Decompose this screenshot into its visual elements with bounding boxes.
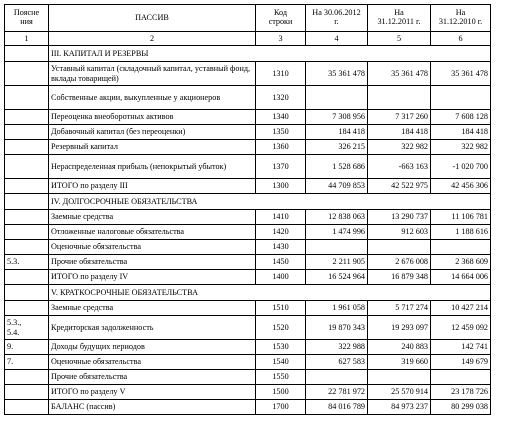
header-period-3-text: На 31.12.2010 г. (438, 8, 483, 26)
value-period-1: 1 474 996 (306, 225, 368, 240)
value-period-3 (431, 370, 491, 385)
note-cell (5, 125, 49, 140)
section-heading-row (5, 194, 491, 210)
value-period-3: 2 368 609 (431, 255, 491, 270)
note-cell (5, 400, 49, 415)
line-item-label: Уставный капитал (складочный капитал, уставный фонд, вклады товарищей) (49, 62, 256, 86)
line-item-label: Нераспределенная прибыль (непокрытый убыток) (49, 155, 256, 179)
value-period-1: 326 215 (306, 140, 368, 155)
value-period-3: 12 459 092 (431, 316, 491, 340)
header-code-text: Код строки (268, 8, 293, 26)
value-period-3 (431, 86, 491, 110)
line-item-label: Прочие обязательства (49, 370, 256, 385)
line-item-label: Переоценка внеоборотных активов (49, 110, 256, 125)
table-row (5, 270, 491, 285)
value-period-3: 23 178 726 (431, 385, 491, 400)
note-cell (5, 140, 49, 155)
line-item-label: Добавочный капитал (без переоценки) (49, 125, 256, 140)
value-period-2 (368, 240, 431, 255)
note-cell (5, 194, 49, 210)
line-code: 1400 (256, 270, 306, 285)
line-code: 1300 (256, 179, 306, 194)
value-period-2: 19 293 097 (368, 316, 431, 340)
line-code: 1550 (256, 370, 306, 385)
table-row (5, 301, 491, 316)
line-item-label: Кредиторская задолженность (49, 316, 256, 340)
value-period-3: 35 361 478 (431, 62, 491, 86)
value-period-2: 319 660 (368, 355, 431, 370)
value-period-3: 42 456 306 (431, 179, 491, 194)
note-cell: 7. (5, 355, 49, 370)
value-period-1 (306, 370, 368, 385)
value-period-2: 42 522 975 (368, 179, 431, 194)
line-code: 1410 (256, 210, 306, 225)
table-row (5, 355, 491, 370)
value-period-1: 22 781 972 (306, 385, 368, 400)
note-cell (5, 270, 49, 285)
note-cell (5, 385, 49, 400)
table-row (5, 86, 491, 110)
header-period-2-text: На 31.12.2011 г. (377, 8, 421, 26)
value-period-1: 2 211 905 (306, 255, 368, 270)
note-cell (5, 285, 49, 301)
value-period-3: 10 427 214 (431, 301, 491, 316)
table-row (5, 385, 491, 400)
value-period-2: 25 570 914 (368, 385, 431, 400)
table-row (5, 179, 491, 194)
value-period-1: 16 524 964 (306, 270, 368, 285)
value-period-2: 13 290 737 (368, 210, 431, 225)
table-row (5, 225, 491, 240)
note-cell: 5.3., 5.4. (5, 316, 49, 340)
table-row (5, 110, 491, 125)
value-period-2: 240 883 (368, 340, 431, 355)
note-cell (5, 225, 49, 240)
section-heading: III. КАПИТАЛ И РЕЗЕРВЫ (49, 46, 491, 62)
value-period-2: 16 879 348 (368, 270, 431, 285)
line-code: 1430 (256, 240, 306, 255)
line-code: 1530 (256, 340, 306, 355)
header-code (256, 5, 306, 32)
column-index: 1 (5, 32, 49, 46)
note-cell (5, 62, 49, 86)
line-code: 1520 (256, 316, 306, 340)
line-item-label: БАЛАНС (пассив) (49, 400, 256, 415)
table-row (5, 62, 491, 86)
value-period-1: 12 838 063 (306, 210, 368, 225)
line-item-label: Прочие обязательства (49, 255, 256, 270)
section-heading: IV. ДОЛГОСРОЧНЫЕ ОБЯЗАТЕЛЬСТВА (49, 194, 491, 210)
table-row (5, 140, 491, 155)
value-period-3: 7 608 128 (431, 110, 491, 125)
header-period-3 (431, 5, 491, 32)
line-item-label: Доходы будущих периодов (49, 340, 256, 355)
value-period-1: 35 361 478 (306, 62, 368, 86)
value-period-2: 84 973 237 (368, 400, 431, 415)
value-period-1: 7 308 956 (306, 110, 368, 125)
value-period-1: 1 528 686 (306, 155, 368, 179)
section-heading-row (5, 285, 491, 301)
note-cell (5, 179, 49, 194)
note-cell (5, 210, 49, 225)
value-period-2: 7 317 260 (368, 110, 431, 125)
line-item-label: Резервный капитал (49, 140, 256, 155)
header-name-text: ПАССИВ (135, 12, 169, 22)
line-code: 1500 (256, 385, 306, 400)
line-code: 1340 (256, 110, 306, 125)
line-code: 1350 (256, 125, 306, 140)
note-cell (5, 370, 49, 385)
note-cell (5, 155, 49, 179)
balance-sheet-document (4, 4, 491, 415)
table-row (5, 400, 491, 415)
value-period-3 (431, 240, 491, 255)
value-period-3: 11 106 781 (431, 210, 491, 225)
table-row (5, 155, 491, 179)
value-period-3: 80 299 038 (431, 400, 491, 415)
value-period-2: -663 163 (368, 155, 431, 179)
line-code: 1510 (256, 301, 306, 316)
value-period-3: 1 188 616 (431, 225, 491, 240)
column-index: 4 (306, 32, 368, 46)
value-period-3: 149 679 (431, 355, 491, 370)
value-period-1: 627 583 (306, 355, 368, 370)
line-item-label: Заемные средства (49, 301, 256, 316)
column-index: 2 (49, 32, 256, 46)
table-row (5, 255, 491, 270)
line-item-label: ИТОГО по разделу V (49, 385, 256, 400)
line-code: 1310 (256, 62, 306, 86)
line-code: 1540 (256, 355, 306, 370)
column-index: 3 (256, 32, 306, 46)
header-period-2 (368, 5, 431, 32)
table-row (5, 210, 491, 225)
note-cell: 5.3. (5, 255, 49, 270)
value-period-2: 5 717 274 (368, 301, 431, 316)
note-cell (5, 240, 49, 255)
column-index: 6 (431, 32, 491, 46)
header-note-text: Поясне ния (13, 8, 40, 26)
column-index: 5 (368, 32, 431, 46)
line-item-label: Оценочные обязательства (49, 240, 256, 255)
header-period-1 (306, 5, 368, 32)
line-item-label: ИТОГО по разделу IV (49, 270, 256, 285)
table-row (5, 125, 491, 140)
line-code: 1420 (256, 225, 306, 240)
note-cell: 9. (5, 340, 49, 355)
header-name (49, 5, 256, 32)
liabilities-table (4, 4, 491, 415)
value-period-1: 19 870 343 (306, 316, 368, 340)
line-item-label: ИТОГО по разделу III (49, 179, 256, 194)
line-code: 1360 (256, 140, 306, 155)
value-period-2: 184 418 (368, 125, 431, 140)
line-code: 1370 (256, 155, 306, 179)
value-period-1: 322 988 (306, 340, 368, 355)
value-period-3: 184 418 (431, 125, 491, 140)
value-period-2: 35 361 478 (368, 62, 431, 86)
value-period-1: 84 016 789 (306, 400, 368, 415)
note-cell (5, 110, 49, 125)
value-period-1 (306, 240, 368, 255)
value-period-1: 1 961 058 (306, 301, 368, 316)
value-period-2: 322 982 (368, 140, 431, 155)
table-body (5, 46, 491, 415)
table-row (5, 316, 491, 340)
header-period-1-text: На 30.06.2012 г. (312, 8, 361, 26)
column-index-row (5, 32, 491, 46)
table-row (5, 370, 491, 385)
line-item-label: Отложенные налоговые обязательства (49, 225, 256, 240)
line-code: 1320 (256, 86, 306, 110)
value-period-3: -1 020 700 (431, 155, 491, 179)
value-period-2 (368, 86, 431, 110)
table-row (5, 240, 491, 255)
header-row (5, 5, 491, 32)
line-code: 1700 (256, 400, 306, 415)
section-heading-row (5, 46, 491, 62)
section-heading: V. КРАТКОСРОЧНЫЕ ОБЯЗАТЕЛЬСТВА (49, 285, 491, 301)
line-item-label: Собственные акции, выкупленные у акционеров (49, 86, 256, 110)
note-cell (5, 46, 49, 62)
value-period-1: 184 418 (306, 125, 368, 140)
note-cell (5, 86, 49, 110)
value-period-2: 912 603 (368, 225, 431, 240)
header-note (5, 5, 49, 32)
value-period-1: 44 709 853 (306, 179, 368, 194)
value-period-2 (368, 370, 431, 385)
line-code: 1450 (256, 255, 306, 270)
table-row (5, 340, 491, 355)
value-period-3: 142 741 (431, 340, 491, 355)
value-period-3: 322 982 (431, 140, 491, 155)
note-cell (5, 301, 49, 316)
value-period-3: 14 664 006 (431, 270, 491, 285)
line-item-label: Заемные средства (49, 210, 256, 225)
value-period-1 (306, 86, 368, 110)
value-period-2: 2 676 008 (368, 255, 431, 270)
line-item-label: Оценочные обязательства (49, 355, 256, 370)
